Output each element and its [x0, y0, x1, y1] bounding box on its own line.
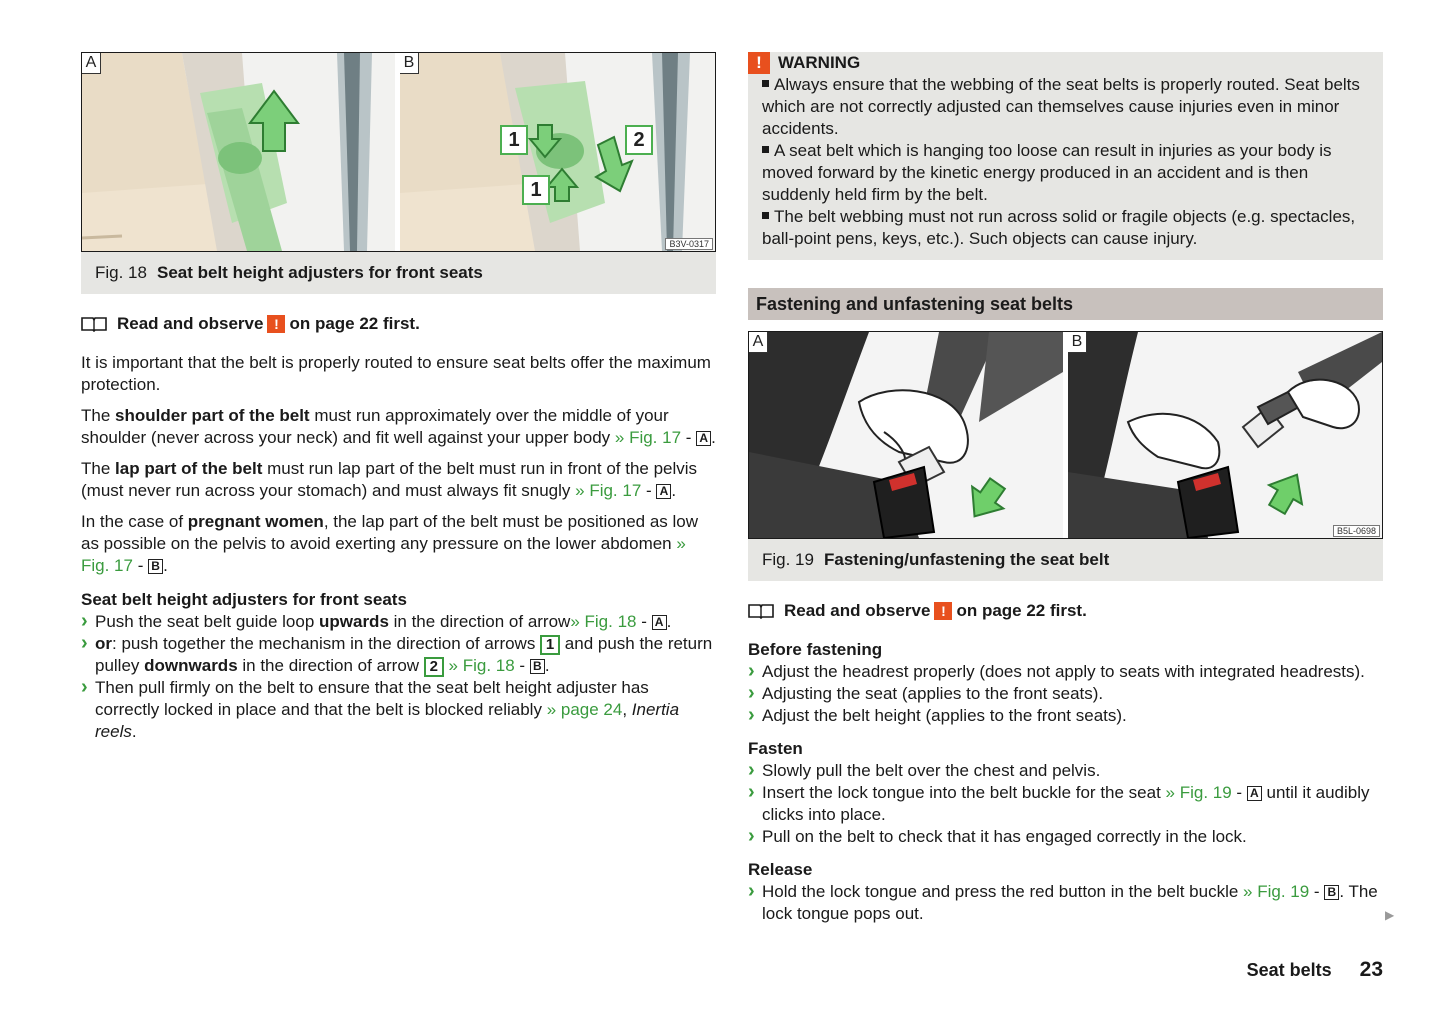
list-item: › Hold the lock tongue and press the red button in the belt buckle » Fig. 19 - B . The lock tongue pops out. [748, 881, 1383, 925]
list-item: › Then pull firmly on the belt to ensure that the seat belt height adjuster has correctly locked in place and that the belt is blocked reliably » page 24, Inertia reels. [81, 677, 716, 743]
release-heading: Release [748, 860, 813, 879]
figure-18-panel-a [82, 53, 395, 251]
figure-18-panel-b [400, 53, 715, 251]
list-item: › Slowly pull the belt over the chest and pelvis. [748, 760, 1383, 782]
square-bullet-icon [762, 212, 769, 219]
fig-17-link[interactable]: » Fig. 17 [614, 428, 682, 447]
figure-code: B3V-0317 [665, 238, 713, 250]
warning-item: A seat belt which is hanging too loose can result in injuries as your body is moved forward by the kinetic energy produced in an accident and is then suddenly held firm by the belt. [762, 141, 1332, 204]
read-observe-note [748, 599, 1383, 623]
list-item: › or: push together the mechanism in the direction of arrows 1 and push the return pulley downwards in the direction of arrow 2 » Fig. 18 - B . [81, 633, 716, 677]
figure-18-image [81, 52, 716, 252]
list-item: › Insert the lock tongue into the belt buckle for the seat » Fig. 19 - A until it audibly clicks into place. [748, 782, 1383, 826]
list-item: › Adjust the headrest properly (does not apply to seats with integrated headrests). [748, 661, 1383, 683]
square-bullet-icon [762, 146, 769, 153]
fig-19-link[interactable]: » Fig. 19 [1243, 882, 1310, 901]
right-column [748, 52, 1383, 925]
paragraph-shoulder: The shoulder part of the belt must run approximately over the middle of your shoulder (never across your neck) and fit well against your upper body » Fig. 17 - A . [81, 406, 716, 447]
panel-ref-b: B [148, 559, 163, 574]
buckle-unfastening-illustration [1068, 332, 1382, 538]
read-observe-text: Read and observe [784, 601, 931, 620]
read-observe-text: Read and observe [117, 314, 264, 333]
warning-header [748, 52, 1369, 74]
figure-19-panel-a [749, 332, 1063, 538]
panel-ref-a: A [652, 615, 667, 630]
paragraph-routing: It is important that the belt is properly routed to ensure seat belts offer the maximum protection. [81, 353, 711, 394]
warning-title: WARNING [778, 53, 861, 72]
figure-code: B5L-0698 [1333, 525, 1380, 537]
page-number: 23 [1359, 958, 1383, 981]
read-observe-page: on page 22 first. [956, 601, 1087, 620]
figure-title: Seat belt height adjusters for front seats [156, 263, 483, 282]
panel-label-b: B [1068, 332, 1087, 353]
figure-19-caption [748, 539, 1383, 581]
list-item: › Adjust the belt height (applies to the front seats). [748, 705, 1383, 727]
callout-1-upper: 1 [500, 125, 528, 155]
callout-2: 2 [625, 125, 653, 155]
seat-belt-adjuster-illustration-b [400, 53, 715, 251]
book-icon [748, 603, 774, 619]
panel-ref-b: B [530, 659, 545, 674]
warning-box [748, 52, 1383, 260]
figure-19-panel-b [1068, 332, 1382, 538]
page-24-link[interactable]: » page 24 [546, 700, 623, 719]
list-item: › Adjusting the seat (applies to the front seats). [748, 683, 1383, 705]
warning-item: The belt webbing must not run across solid or fragile objects (e.g. spectacles, ball-point pens, keys, etc.). Such objects can cause injury. [762, 207, 1356, 248]
buckle-fastening-illustration [749, 332, 1063, 538]
paragraph-lap: The lap part of the belt must run lap part of the belt must run in front of the pelvis (must never run across your stomach) and must always fit snugly » Fig. 17 - A . [81, 459, 698, 500]
warning-icon: ! [267, 315, 285, 333]
read-observe-note [81, 312, 716, 336]
fig-19-link[interactable]: » Fig. 19 [1165, 783, 1232, 802]
arrow-ref-1: 1 [540, 635, 560, 655]
section-title: Fastening and unfastening seat belts [748, 288, 1383, 320]
arrow-ref-2: 2 [424, 657, 444, 677]
figure-19-image [748, 331, 1383, 539]
panel-ref-a: A [1247, 786, 1262, 801]
figure-number: Fig. 19 [762, 550, 814, 569]
figure-title: Fastening/unfastening the seat belt [823, 550, 1110, 569]
fasten-heading: Fasten [748, 739, 803, 758]
figure-number: Fig. 18 [95, 263, 147, 282]
panel-ref-a: A [696, 431, 711, 446]
left-column [81, 52, 716, 743]
seat-belt-adjuster-illustration-a [82, 53, 395, 251]
list-item: › Push the seat belt guide loop upwards in the direction of arrow» Fig. 18 - A . [81, 611, 716, 633]
adjusters-heading: Seat belt height adjusters for front seats [81, 590, 407, 609]
panel-ref-b: B [1324, 885, 1339, 900]
callout-1-lower: 1 [522, 175, 550, 205]
book-icon [81, 316, 107, 332]
paragraph-pregnant: In the case of pregnant women, the lap part of the belt must be positioned as low as possible on the pelvis to avoid exerting any pressure on the lower abdomen » Fig. 17 - B . [81, 512, 699, 575]
fig-17-link[interactable]: » Fig. 17 [81, 534, 686, 575]
panel-label-b: B [400, 53, 419, 74]
footer-section: Seat belts [1246, 960, 1332, 980]
warning-icon: ! [934, 602, 952, 620]
list-item: › Pull on the belt to check that it has engaged correctly in the lock. [748, 826, 1383, 848]
warning-icon: ! [748, 52, 770, 74]
fig-18-link[interactable]: » Fig. 18 [570, 612, 637, 631]
page-footer [1247, 958, 1383, 982]
continue-arrow-icon: ▶ [1385, 908, 1395, 922]
panel-label-a: A [749, 332, 768, 353]
panel-label-a: A [82, 53, 101, 74]
fig-17-link[interactable]: » Fig. 17 [575, 481, 642, 500]
figure-18-caption [81, 252, 716, 294]
panel-ref-a: A [656, 484, 671, 499]
warning-item: Always ensure that the webbing of the seat belts is properly routed. Seat belts which are not correctly adjusted can themselves cause injuries even in minor accidents. [762, 75, 1360, 138]
fig-18-link[interactable]: » Fig. 18 [448, 656, 515, 675]
square-bullet-icon [762, 80, 769, 87]
read-observe-page: on page 22 first. [289, 314, 420, 333]
before-fastening-heading: Before fastening [748, 640, 883, 659]
